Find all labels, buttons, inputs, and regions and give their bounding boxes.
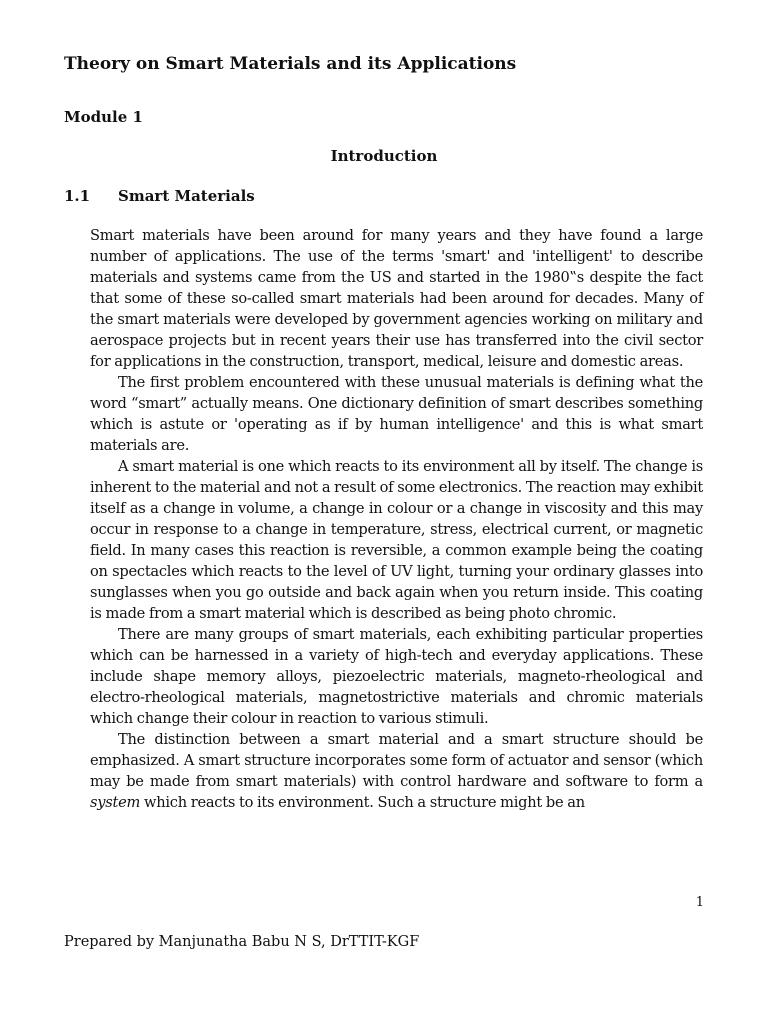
paragraph-5-start: The distinction between a smart material and a smart structure should be emphasized. A smart structure incorporates some form of actuator and sensor (which may be made from smart materials) with control hardware and software to form a	[90, 731, 703, 790]
paragraph-3: A smart material is one which reacts to its environment all by itself. The change is inherent to the material and not a result of some electronics. The reaction may exhibit itself as a change in volume, a change in colour or a change in viscosity and this may occur in response to a change in temperature, stress, electrical current, or magnetic field. In many cases this reaction is reversible, a common example being the coating on spectacles which reacts to the level of UV light, turning your ordinary glasses into sunglasses when you go outside and back again when you return inside. This coating is made from a smart material which is described as being photo chromic.	[90, 458, 703, 622]
paragraph-2: The first problem encountered with these unusual materials is defining what the word “smart” actually means. One dictionary definition of smart describes something which is astute or 'operating as if by human intelligence' and this is what smart materials are.	[90, 374, 703, 454]
section-heading	[64, 187, 255, 205]
page-number: 1	[695, 895, 704, 910]
paragraph-1: Smart materials have been around for many years and they have found a large number of applications. The use of the terms 'smart' and 'intelligent' to describe materials and systems came from the US and started in the 1980‟s despite the fact that some of these so-called smart materials had been around for decades. Many of the smart materials were developed by government agencies working on military and aerospace projects but in recent years their use has transferred into the civil sector for applications in the construction, transport, medical, leisure and domestic areas.	[90, 227, 703, 370]
introduction-heading: Introduction	[330, 147, 438, 165]
body-text	[90, 225, 703, 813]
paragraph-4: There are many groups of smart materials, each exhibiting particular properties which can be harnessed in a variety of high-tech and everyday applications. These include shape memory alloys, piezoelectric materials, magneto-rheological and electro-rheological materials, magnetostrictive materials and chromic materials which change their colour in reaction to various stimuli.	[90, 626, 703, 727]
footer-text: Prepared by Manjunatha Babu N S, DrTTIT-KGF	[64, 934, 420, 950]
section-title: Smart Materials	[118, 187, 255, 205]
document-title: Theory on Smart Materials and its Applications	[64, 54, 517, 74]
paragraph-5	[90, 729, 703, 813]
paragraph-5-end: which reacts to its environment. Such a structure might be an	[140, 794, 585, 811]
section-number: 1.1	[64, 187, 91, 205]
module-label: Module 1	[64, 108, 143, 126]
emphasized-word: system	[90, 794, 141, 811]
